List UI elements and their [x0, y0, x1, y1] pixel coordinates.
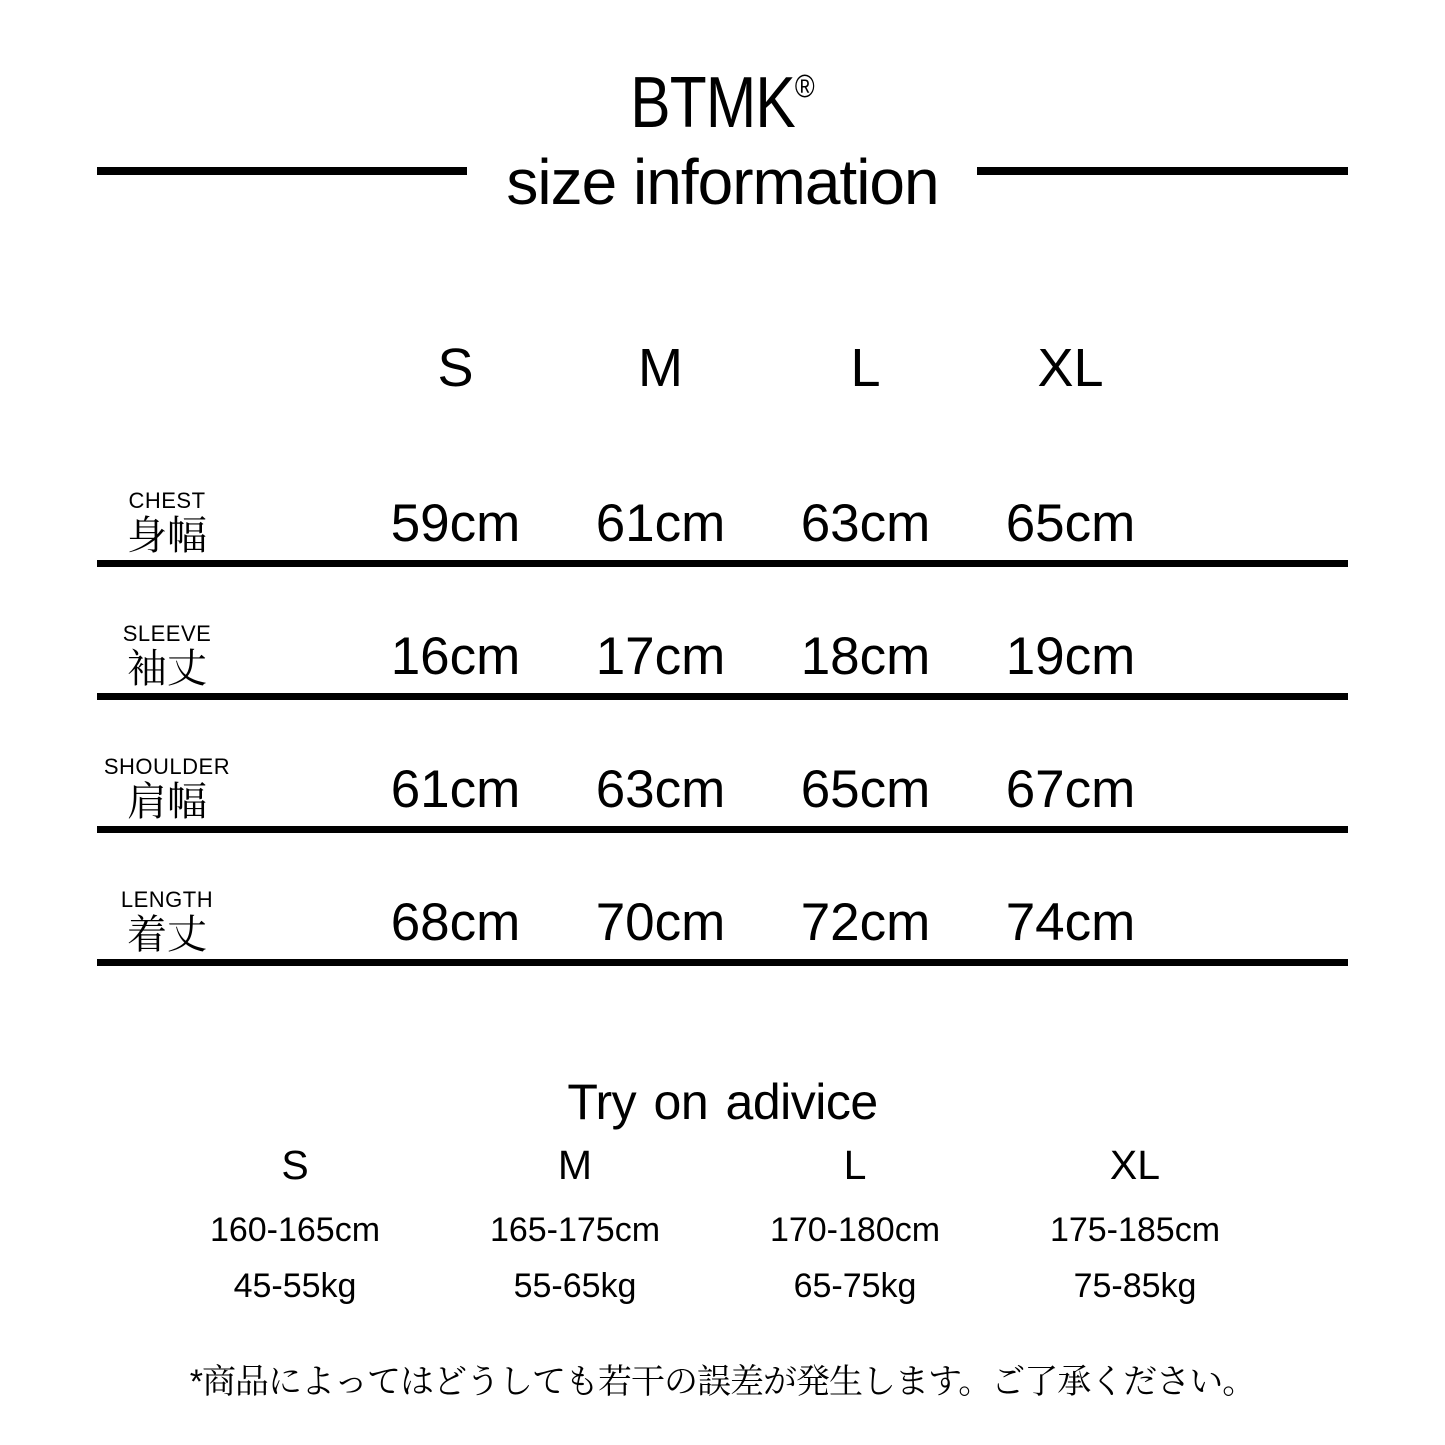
table-row-sleeve — [97, 601, 1348, 700]
sleeve-value-l: 18cm — [800, 627, 931, 686]
size-column-header-s: S — [437, 338, 474, 398]
row-label — [97, 489, 237, 558]
advice-weight-range: 75-85kg — [1073, 1267, 1197, 1306]
advice-size-label: S — [281, 1142, 309, 1188]
chest-value-m: 61cm — [595, 494, 726, 553]
footnote: *商品によってはどうしても若干の誤差が発生します。ご了承ください。 — [189, 1363, 1256, 1401]
size-column-header-l: L — [850, 338, 881, 398]
advice-height-range: 160-165cm — [209, 1211, 381, 1250]
row-label-ja: 肩幅 — [127, 780, 207, 825]
table-row-length — [97, 867, 1348, 966]
row-label-ja: 身幅 — [127, 514, 207, 559]
advice-height-range: 165-175cm — [489, 1211, 661, 1250]
advice-column-s — [155, 1142, 435, 1306]
chest-value-s: 59cm — [390, 494, 521, 553]
length-value-s: 68cm — [390, 893, 521, 952]
shoulder-value-l: 65cm — [800, 760, 931, 819]
sleeve-value-m: 17cm — [595, 627, 726, 686]
row-label — [97, 888, 237, 957]
length-value-l: 72cm — [800, 893, 931, 952]
advice-grid — [155, 1142, 1275, 1306]
advice-size-label: XL — [1109, 1142, 1161, 1188]
advice-column-m — [435, 1142, 715, 1306]
row-label — [97, 755, 237, 824]
advice-column-l — [715, 1142, 995, 1306]
chest-value-l: 63cm — [800, 494, 931, 553]
length-value-m: 70cm — [595, 893, 726, 952]
advice-title: Try on adivice — [567, 1074, 878, 1130]
brand-title — [116, 62, 1330, 145]
row-values — [353, 760, 1173, 821]
row-label-en: SHOULDER — [103, 754, 231, 779]
brand-name: BTMK — [630, 63, 795, 143]
chest-value-xl: 65cm — [1005, 494, 1136, 553]
size-column-header-m: M — [638, 338, 683, 398]
row-label-ja: 袖丈 — [127, 647, 207, 692]
advice-height-range: 175-185cm — [1049, 1211, 1221, 1250]
size-column-headers — [353, 337, 1173, 399]
advice-column-xl — [995, 1142, 1275, 1306]
row-values — [353, 627, 1173, 688]
registered-mark: ® — [794, 68, 815, 104]
table-row-chest — [97, 468, 1348, 567]
row-values — [353, 494, 1173, 555]
advice-weight-range: 45-55kg — [233, 1267, 357, 1306]
advice-height-range: 170-180cm — [769, 1211, 941, 1250]
page-title: size information — [506, 146, 939, 218]
shoulder-value-xl: 67cm — [1005, 760, 1136, 819]
sleeve-value-xl: 19cm — [1005, 627, 1136, 686]
row-label-ja: 着丈 — [127, 913, 207, 958]
advice-weight-range: 65-75kg — [793, 1267, 917, 1306]
size-column-header-xl: XL — [1037, 338, 1104, 398]
advice-size-label: M — [557, 1142, 593, 1188]
row-label — [97, 622, 237, 691]
table-row-shoulder — [97, 734, 1348, 833]
title-rule-right — [977, 167, 1348, 175]
shoulder-value-m: 63cm — [595, 760, 726, 819]
row-label-en: CHEST — [128, 488, 206, 513]
row-label-en: SLEEVE — [122, 621, 212, 646]
sleeve-value-s: 16cm — [390, 627, 521, 686]
length-value-xl: 74cm — [1005, 893, 1136, 952]
shoulder-value-s: 61cm — [390, 760, 521, 819]
advice-size-label: L — [843, 1142, 867, 1188]
advice-weight-range: 55-65kg — [513, 1267, 637, 1306]
row-values — [353, 893, 1173, 954]
row-label-en: LENGTH — [120, 887, 214, 912]
